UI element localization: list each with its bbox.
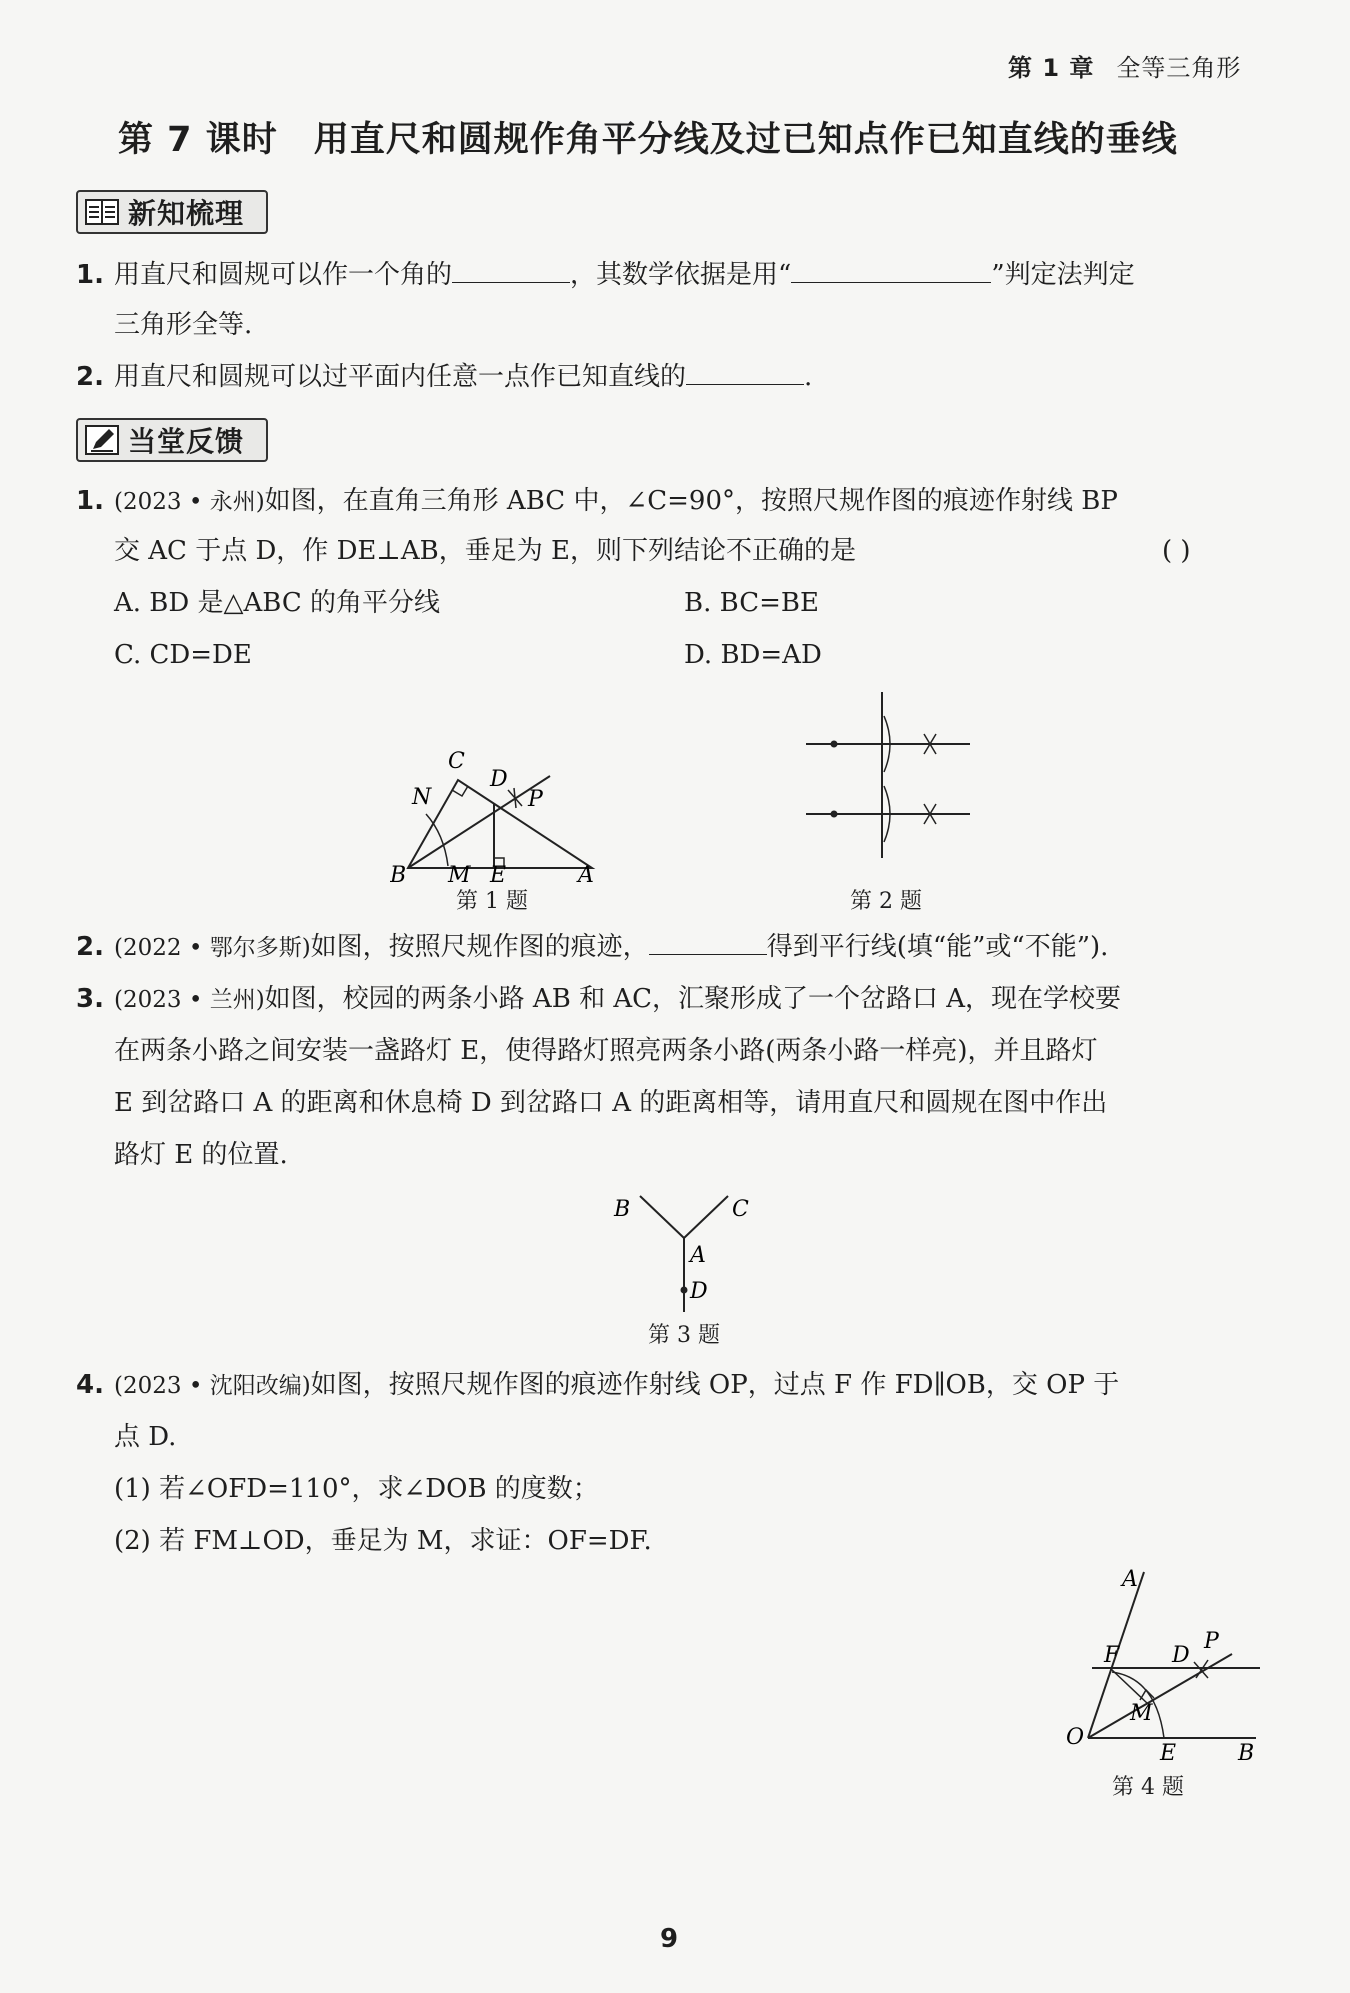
q1-text-a: 用直尺和圆规可以作一个角的 [114, 260, 453, 290]
section-title: 当堂反馈 [128, 425, 245, 458]
chapter-header [1008, 48, 1241, 83]
problem-4-sub1: (1) 若∠OFD=110°，求∠DOB 的度数； [114, 1474, 599, 1504]
problem-source: (2022 • 鄂尔多斯) [114, 935, 311, 961]
problem-4-sub2: (2) 若 FM⊥OD，垂足为 M，求证：OF=DF. [114, 1526, 652, 1556]
pencil-icon [84, 424, 120, 456]
answer-blank[interactable] [791, 260, 991, 283]
option-b[interactable]: B. BC=BE [684, 588, 819, 618]
problem-text: 如图，校园的两条小路 AB 和 AC，汇聚形成了一个岔路口 A，现在学校要 [264, 984, 1122, 1014]
question-number: 1. [76, 486, 104, 516]
question-number: 2. [76, 932, 104, 962]
problem-text: 如图，按照尺规作图的痕迹， [310, 932, 649, 962]
fig4-label-P: P [1204, 1629, 1219, 1654]
fig4-label-O: O [1066, 1725, 1085, 1750]
figure-1-triangle [390, 748, 600, 883]
knowledge-q1-line1 [76, 258, 1135, 292]
figure-4-caption: 第 4 题 [1112, 1775, 1184, 1800]
fig1-label-M: M [448, 863, 471, 883]
q1-text-c: ”判定法判定 [991, 260, 1135, 290]
lesson-number: 第 7 课时 [118, 120, 278, 160]
section-header-feedback [76, 418, 268, 462]
problem-3-line2: 在两条小路之间安装一盏路灯 E，使得路灯照亮两条小路(两条小路一样亮)，并且路灯 [114, 1036, 1098, 1066]
section-header-new-knowledge [76, 190, 268, 234]
problem-3-line4: 路灯 E 的位置. [114, 1140, 288, 1170]
chapter-number: 第 1 章 [1008, 54, 1095, 82]
problem-source: (2023 • 永州) [114, 489, 265, 515]
problem-source: (2023 • 沈阳改编) [114, 1373, 311, 1399]
question-number: 2. [76, 362, 104, 392]
figure-1-caption: 第 1 题 [456, 889, 528, 914]
fig4-label-A: A [1122, 1567, 1138, 1592]
question-number: 1. [76, 260, 104, 290]
problem-3-line3: E 到岔路口 A 的距离和休息椅 D 到岔路口 A 的距离相等，请用直尺和圆规在图中作出 [114, 1088, 1108, 1118]
option-a[interactable]: A. BD 是△ABC 的角平分线 [114, 588, 441, 618]
figure-2-parallel-construction [800, 690, 980, 860]
question-number: 4. [76, 1370, 104, 1400]
knowledge-q1-line2: 三角形全等. [114, 310, 253, 340]
problem-4-line2: 点 D. [114, 1422, 177, 1452]
fig3-label-A: A [690, 1243, 706, 1268]
book-icon [84, 196, 120, 228]
answer-blank[interactable] [686, 362, 804, 385]
fig4-label-B: B [1238, 1741, 1255, 1766]
q2-text-a: 用直尺和圆规可以过平面内任意一点作已知直线的 [114, 362, 687, 392]
problem-4-line1 [76, 1368, 1119, 1403]
option-d[interactable]: D. BD=AD [684, 640, 822, 670]
fig4-label-E: E [1160, 1741, 1177, 1766]
option-c[interactable]: C. CD=DE [114, 640, 252, 670]
fig3-label-D: D [690, 1279, 708, 1304]
page-number: 9 [660, 1924, 679, 1954]
chapter-name: 全等三角形 [1116, 54, 1242, 82]
problem-text: 如图，按照尺规作图的痕迹作射线 OP，过点 F 作 FD∥OB，交 OP 于 [310, 1370, 1120, 1400]
answer-parentheses[interactable]: ( ) [1162, 536, 1191, 566]
q2-text-b: . [804, 362, 813, 392]
knowledge-q2 [76, 360, 812, 394]
figure-3-crossroads [610, 1186, 760, 1316]
fig4-label-D: D [1172, 1643, 1190, 1668]
fig4-label-M: M [1130, 1701, 1153, 1726]
problem-2 [76, 930, 1108, 965]
fig1-label-E: E [490, 863, 507, 883]
problem-text: 如图，在直角三角形 ABC 中，∠C=90°，按照尺规作图的痕迹作射线 BP [264, 486, 1118, 516]
answer-blank[interactable] [649, 932, 767, 955]
problem-source: (2023 • 兰州) [114, 987, 265, 1013]
problem-text: 得到平行线(填“能”或“不能”). [766, 932, 1109, 962]
fig1-label-N: N [412, 785, 432, 810]
fig1-label-C: C [448, 749, 465, 774]
section-title: 新知梳理 [128, 197, 245, 230]
answer-blank[interactable] [452, 260, 570, 283]
fig1-label-D: D [490, 767, 508, 792]
figure-3-caption: 第 3 题 [648, 1323, 720, 1348]
fig4-label-F: F [1104, 1643, 1120, 1668]
fig1-label-B: B [390, 863, 407, 883]
problem-1-line2: 交 AC 于点 D，作 DE⊥AB，垂足为 E，则下列结论不正确的是 [114, 536, 856, 566]
problem-3-line1 [76, 982, 1121, 1017]
question-number: 3. [76, 984, 104, 1014]
q1-text-b: ，其数学依据是用“ [570, 260, 792, 290]
lesson-title [118, 112, 1178, 162]
figure-4-angle-bisector [1060, 1566, 1270, 1766]
problem-1-line1 [76, 484, 1118, 519]
fig3-label-B: B [614, 1197, 631, 1222]
figure-2-caption: 第 2 题 [850, 889, 922, 914]
fig1-label-A: A [578, 863, 594, 883]
fig3-label-C: C [732, 1197, 749, 1222]
fig1-label-P: P [528, 787, 543, 812]
lesson-name: 用直尺和圆规作角平分线及过已知点作已知直线的垂线 [313, 120, 1178, 160]
